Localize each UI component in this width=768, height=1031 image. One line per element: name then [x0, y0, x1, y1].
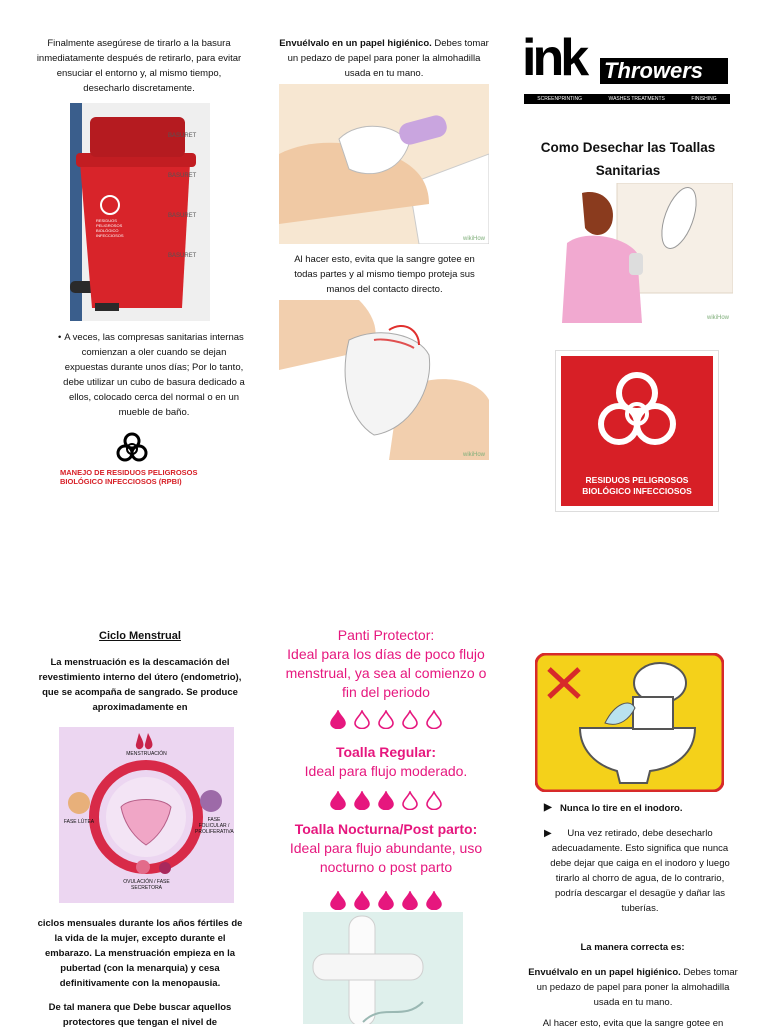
no-toilet-item — [544, 802, 732, 814]
bin-brand-2: BASURET — [168, 173, 197, 179]
drip-protection-text-2: Al hacer esto, evita que la sangre gotee en — [542, 1018, 724, 1029]
menstrual-cycle-diagram — [59, 727, 234, 903]
ciclo-paragraph-2: ciclos mensuales durante los años fértiles de la vida de la mujer, excepto durante el embarazo. La menstruación empieza en la pubertad (con la menarquia) y cesa definitivamente con la menopausia. — [37, 918, 243, 989]
drip-protection-text: Al hacer esto, evita que la sangre gotee en todas partes y al mismo tiempo proteja sus manos del contacto directo. — [294, 254, 475, 295]
dispose-properly-text: Una vez retirado, debe desecharlo adecuadamente. Esto significa que nunca debe dejar que caiga en el inodoro y luego tirarlo al chorro de agua, de lo contrario, podría descargar el desagüe y dañar las tuberías. — [550, 828, 730, 914]
wrap-instruction-rest: Debes tomar un pedazo de papel para poner la almohadilla usada en tu mano. — [287, 38, 489, 79]
drop-empty-icon — [354, 710, 370, 729]
wrap-instruction-2 — [528, 965, 738, 1010]
drop-filled-icon — [402, 891, 418, 910]
wrapping-hands-illustration — [279, 84, 489, 244]
wrap-instruction-2-rest: Debes tomar un pedazo de papel para poner la almohadilla usada en tu mano. — [536, 967, 738, 1008]
diagram-label-folicular: FASE FOLICULAR / PROLIFERATIVA — [195, 817, 234, 835]
logo-item-1: SCREENPRINTING — [537, 96, 582, 102]
watermark-2: wikiHow — [462, 452, 485, 458]
brochure-title: Como Desechar las Toallas Sanitarias — [540, 140, 716, 178]
no-toilet-text: Nunca lo tire en el inodoro. — [560, 803, 683, 814]
diagram-label-ovulacion: OVULACIÓN / FASE SECRETORA — [123, 879, 170, 891]
watermark-3: wikiHow — [706, 315, 729, 321]
drop-empty-icon — [426, 791, 442, 810]
bin-brand-1: BASURET — [168, 133, 197, 139]
triangle-right-icon: ▶ — [544, 802, 552, 813]
rpbi-label: MANEJO DE RESIDUOS PELIGROSOS BIOLÓGICO INFECCIOSOS (RPBI) — [60, 468, 198, 486]
drop-filled-icon — [378, 791, 394, 810]
folding-pad-illustration — [279, 300, 489, 460]
pad-desc-2: Ideal para flujo moderado. — [304, 763, 468, 779]
wrap-instruction — [278, 36, 490, 81]
pad-heading-3: Toalla Nocturna/Post parto: — [294, 821, 478, 837]
biohazard-sign — [555, 350, 719, 512]
pad-desc-3: Ideal para flujo abundante, uso nocturno o post parto — [289, 840, 483, 875]
drop-filled-icon — [330, 891, 346, 910]
woman-with-pad-illustration — [547, 183, 733, 323]
drop-filled-icon — [330, 710, 346, 729]
diagram-label-lutea: FASE LÚTEA — [63, 819, 95, 825]
triangle-right-icon-2: ▶ — [544, 828, 552, 839]
drop-empty-icon — [426, 710, 442, 729]
pad-section-3 — [280, 820, 492, 910]
intro-paragraph: Finalmente asegúrese de tirarlo a la basura inmediatamente después de retirarlo, para evitar ensuciar el entorno y, al mismo tiempo, desecharlo discretamente. — [36, 38, 242, 94]
logo-item-2: WASHES TREATMENTS — [608, 96, 665, 102]
ciclo-title: Ciclo Menstrual — [99, 630, 181, 642]
bullet-odor-text: A veces, las compresas sanitarias internas comienzan a oler cuando se dejan expuestas durante unos días; Por lo tanto, debe utilizar un cubo de basura dedicado a ellos, colocado cerca del normal o en un mueble de baño. — [63, 332, 245, 418]
wrap-instruction-bold: Envuélvalo en un papel higiénico. — [279, 38, 432, 49]
watermark-1: wikiHow — [462, 236, 485, 242]
rpbi-banner — [55, 432, 245, 532]
pad-heading-2: Toalla Regular: — [335, 744, 437, 760]
pad-level-2 — [280, 791, 492, 810]
wrap-instruction-2-bold: Envuélvalo en un papel higiénico. — [528, 967, 681, 978]
drop-filled-icon — [354, 791, 370, 810]
logo-ink: ink — [522, 29, 586, 87]
drop-filled-icon — [330, 791, 346, 810]
trash-bin-photo — [70, 103, 210, 321]
logo-throwers: Throwers — [604, 58, 704, 83]
correct-way-heading: La manera correcta es: — [580, 942, 685, 953]
bullet-dot-icon: • — [58, 332, 62, 343]
tampon-photo — [303, 912, 463, 1024]
ciclo-paragraph-1: La menstruación es la descamación del revestimiento interno del útero (endometrio), que se acompaña de sangrado. Se produce aproximadamente en — [38, 657, 242, 713]
drop-empty-icon — [402, 791, 418, 810]
drop-empty-icon — [378, 710, 394, 729]
pad-level-3 — [280, 891, 492, 910]
ink-throwers-logo — [522, 29, 732, 104]
logo-tagline — [524, 94, 730, 104]
bullet-item-odor — [60, 330, 248, 420]
sign-line-1: RESIDUOS PELIGROSOS — [585, 475, 689, 485]
pad-section-1 — [280, 626, 492, 729]
pad-heading-1: Panti Protector: — [337, 627, 435, 643]
diagram-label-menstruacion: MENSTRUACIÓN — [126, 751, 167, 757]
drop-filled-icon — [426, 891, 442, 910]
bin-brand-3: BASURET — [168, 213, 197, 219]
biohazard-sign-icon — [592, 369, 682, 459]
no-toilet-sign — [535, 653, 724, 792]
bin-brand-4: BASURET — [168, 253, 197, 259]
ciclo-paragraph-3: De tal manera que Debe buscar aquellos protectores que tengan el nivel de — [48, 1002, 232, 1028]
bin-label: RESIDUOS PELIGROSOS BIOLÓGICO INFECCIOSOS — [96, 218, 124, 238]
drop-filled-icon — [378, 891, 394, 910]
biohazard-icon — [115, 432, 149, 466]
sign-line-2: BIOLÓGICO INFECCIOSOS — [582, 486, 692, 496]
drop-filled-icon — [354, 891, 370, 910]
pad-desc-1: Ideal para los días de poco flujo menstrual, ya sea al comienzo o fin del periodo — [285, 646, 487, 700]
pad-section-2 — [280, 743, 492, 810]
logo-item-3: FINISHING — [691, 96, 717, 102]
drop-empty-icon — [402, 710, 418, 729]
pad-level-1 — [280, 710, 492, 729]
dispose-properly-item — [545, 826, 735, 916]
